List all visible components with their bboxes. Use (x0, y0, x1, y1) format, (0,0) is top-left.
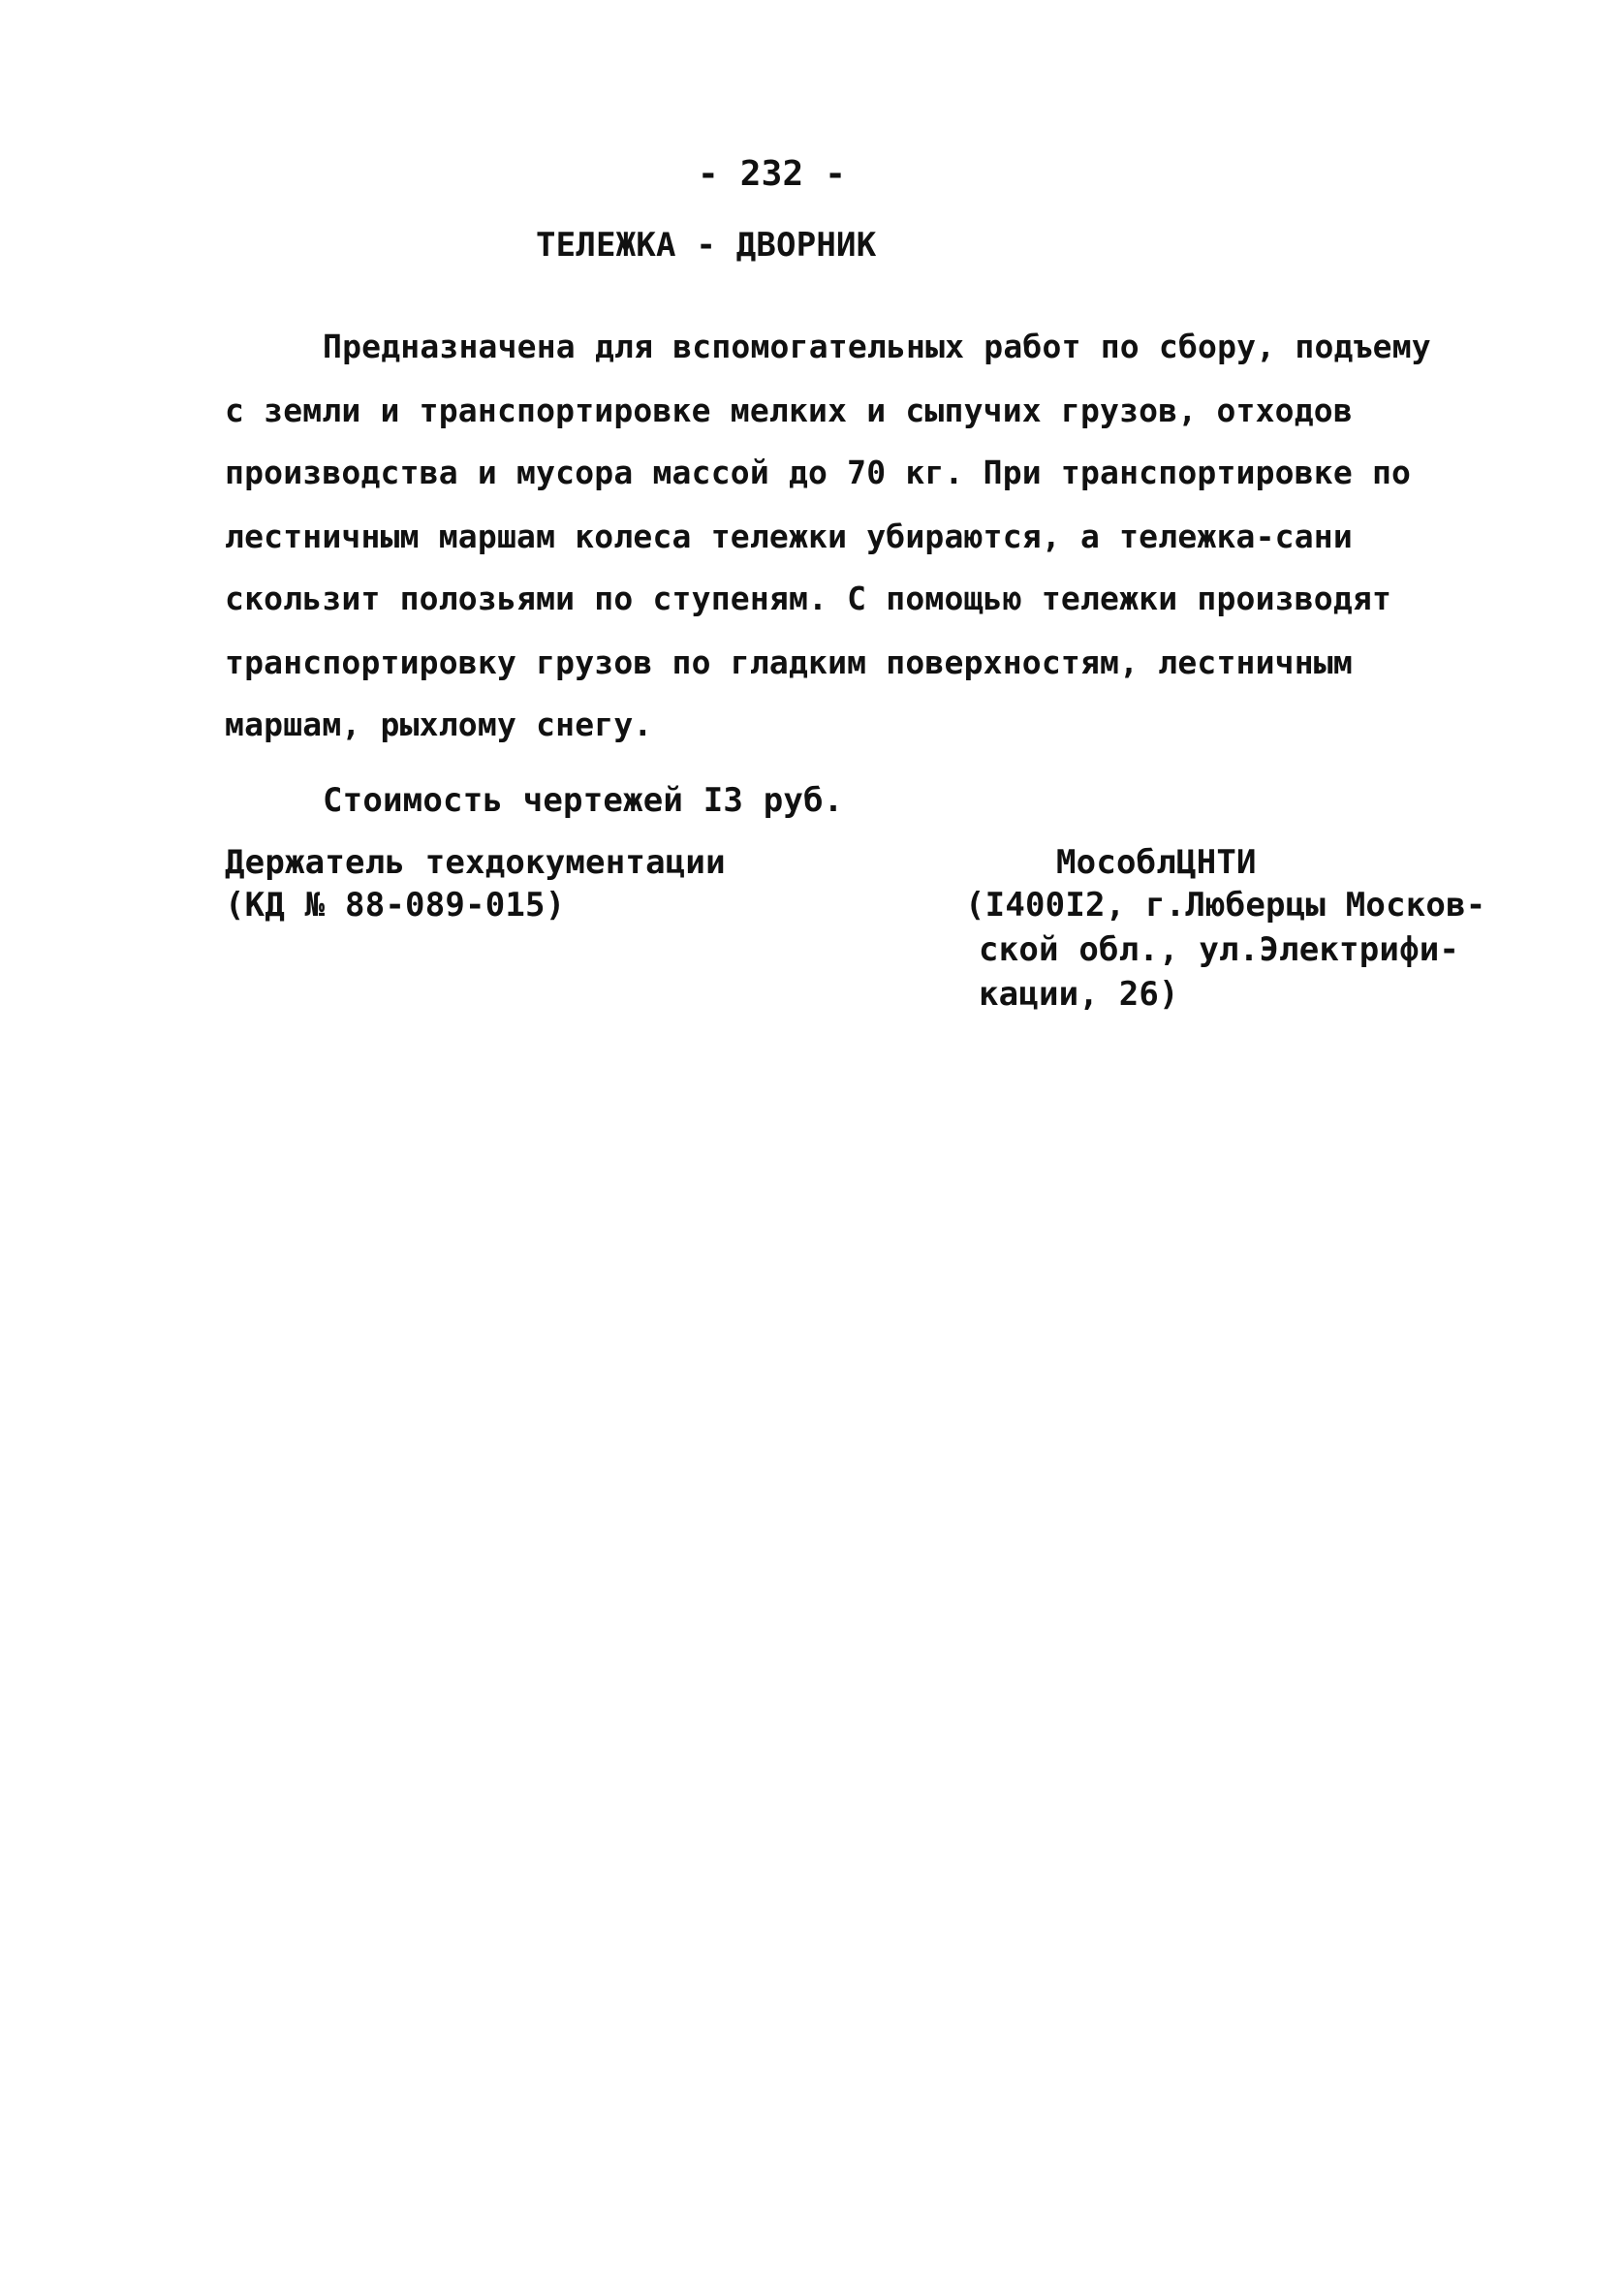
organization-name: МособлЦНТИ (1056, 843, 1257, 882)
organization-address-line: кации, 26) (979, 975, 1179, 1014)
documentation-holder-label: Держатель техдокументации (225, 843, 726, 882)
description-line: лестничным маршам колеса тележки убираются, а тележка-сани (225, 517, 1353, 555)
organization-address-line: (I400I2, г.Люберцы Москов- (965, 886, 1486, 925)
organization-address-line: ской обл., ул.Электрифи- (979, 930, 1460, 969)
page-number: - 232 - (698, 154, 847, 194)
description-line: маршам, рыхлому снегу. (225, 706, 653, 743)
documentation-code: (КД № 88-089-015) (225, 886, 566, 925)
description-line: Предназначена для вспомогательных работ по сбору, подъему (323, 328, 1431, 365)
description-line: с земли и транспортировке мелких и сыпучих грузов, отходов (225, 392, 1353, 429)
description-line: транспортировку грузов по гладким поверхностям, лестничным (225, 643, 1353, 681)
description-line: производства и мусора массой до 70 кг. При транспортировке по (225, 454, 1412, 491)
description-line: скользит полозьями по ступеням. С помощью тележки производят (225, 580, 1392, 617)
drawings-cost: Стоимость чертежей I3 руб. (323, 781, 844, 820)
document-title: ТЕЛЕЖКА - ДВОРНИК (536, 226, 877, 265)
